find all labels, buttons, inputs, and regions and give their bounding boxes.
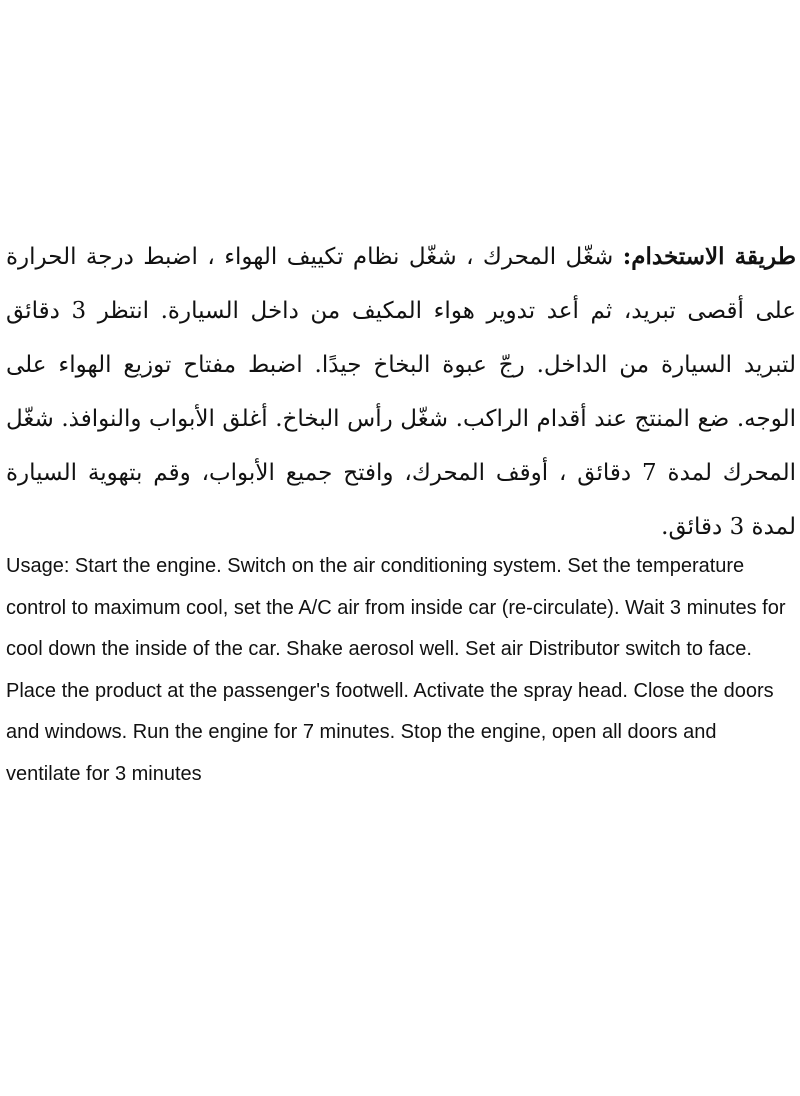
arabic-usage-instructions	[6, 230, 796, 554]
english-usage-instructions: Usage: Start the engine. Switch on the air conditioning system. Set the temperature control to maximum cool, set the A/C air from inside car (re-circulate). Wait 3 minutes for cool down the inside of the car. Shake aerosol well. Set air Distributor switch to face. Place the product at the passenger's footwell. Activate the spray head. Close the doors and windows. Run the engine for 7 minutes. Stop the engine, open all doors and ventilate for 3 minutes	[6, 555, 786, 785]
arabic-usage-text: شغّل المحرك ، شغّل نظام تكييف الهواء ، اضبط درجة الحرارة على أقصى تبريد، ثم أعد تدوير هواء المكيف من داخل السيارة. انتظر 3 دقائق لتبريد السيارة من الداخل. رجّ عبوة البخاخ جيدًا. اضبط مفتاح توزيع الهواء على الوجه. ضع المنتج عند أقدام الراكب. شغّل رأس البخاخ. أغلق الأبواب والنوافذ. شغّل المحرك لمدة 7 دقائق ، أوقف المحرك، وافتح جميع الأبواب، وقم بتهوية السيارة لمدة 3 دقائق.	[6, 244, 797, 540]
arabic-usage-label: طريقة الاستخدام:	[622, 243, 797, 270]
